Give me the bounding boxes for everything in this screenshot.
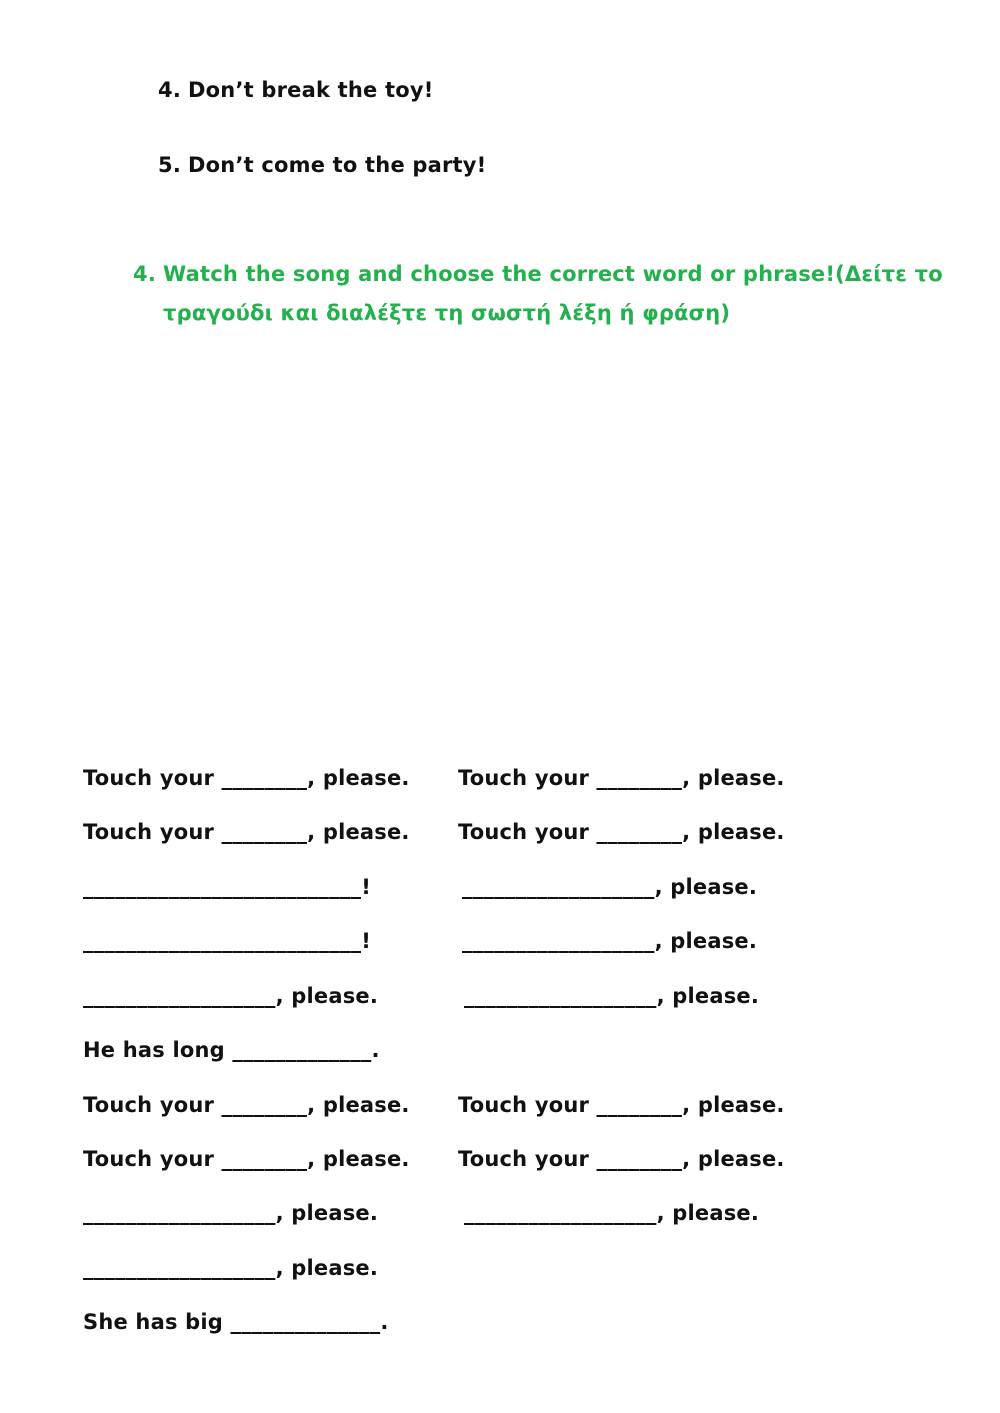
lyric-right: Touch your ________, please. xyxy=(458,820,785,844)
video-placeholder xyxy=(0,320,1000,740)
item-5-text: Don’t come to the party! xyxy=(188,153,487,177)
lyric-right: __________________, please. xyxy=(464,984,760,1008)
item-4-text: Don’t break the toy! xyxy=(188,78,434,102)
lyric-row xyxy=(464,984,759,1008)
item-4 xyxy=(143,54,434,102)
lyric-left: He has long _____________. xyxy=(83,1038,380,1062)
lyric-left: __________________________! xyxy=(83,875,371,899)
lyric-left: Touch your ________, please. xyxy=(83,1147,410,1171)
lyric-row xyxy=(83,984,378,1008)
lyric-row xyxy=(458,766,785,790)
lyric-row xyxy=(458,1147,785,1171)
lyric-right: __________________, please. xyxy=(464,1201,760,1225)
lyric-left: Touch your ________, please. xyxy=(83,766,410,790)
lyric-row xyxy=(458,820,785,844)
exercise-instruction-1: Watch the song and choose the correct word or phrase!(Δείτε το xyxy=(163,262,943,286)
lyric-right: __________________, please. xyxy=(462,929,758,953)
lyric-left: Touch your ________, please. xyxy=(83,820,410,844)
lyric-row xyxy=(83,1093,410,1117)
lyric-row xyxy=(83,1310,389,1334)
lyric-row xyxy=(83,820,410,844)
lyric-row xyxy=(83,929,371,953)
lyric-row xyxy=(83,766,410,790)
exercise-heading-line2 xyxy=(148,277,730,325)
lyric-right: __________________, please. xyxy=(462,875,758,899)
lyric-row xyxy=(458,1093,785,1117)
lyric-right: Touch your ________, please. xyxy=(458,766,785,790)
lyric-row xyxy=(462,929,757,953)
lyric-right: Touch your ________, please. xyxy=(458,1147,785,1171)
lyric-left: __________________, please. xyxy=(83,1256,379,1280)
lyric-row xyxy=(83,1147,410,1171)
lyric-row xyxy=(83,875,371,899)
exercise-instruction-2: τραγούδι και διαλέξτε τη σωστή λέξη ή φράση) xyxy=(163,301,731,325)
item-5-number: 5. xyxy=(158,153,182,177)
lyric-left: __________________________! xyxy=(83,929,371,953)
lyric-row xyxy=(83,1256,378,1280)
lyric-left: She has big ______________. xyxy=(83,1310,389,1334)
lyric-row xyxy=(83,1201,378,1225)
lyric-row xyxy=(462,875,757,899)
item-5 xyxy=(143,129,486,177)
exercise-number: 4. xyxy=(133,262,157,286)
lyric-left: __________________, please. xyxy=(83,1201,379,1225)
lyric-row xyxy=(464,1201,759,1225)
lyric-right: Touch your ________, please. xyxy=(458,1093,785,1117)
lyric-left: Touch your ________, please. xyxy=(83,1093,410,1117)
item-4-number: 4. xyxy=(158,78,182,102)
lyric-left: __________________, please. xyxy=(83,984,379,1008)
lyric-row xyxy=(83,1038,380,1062)
